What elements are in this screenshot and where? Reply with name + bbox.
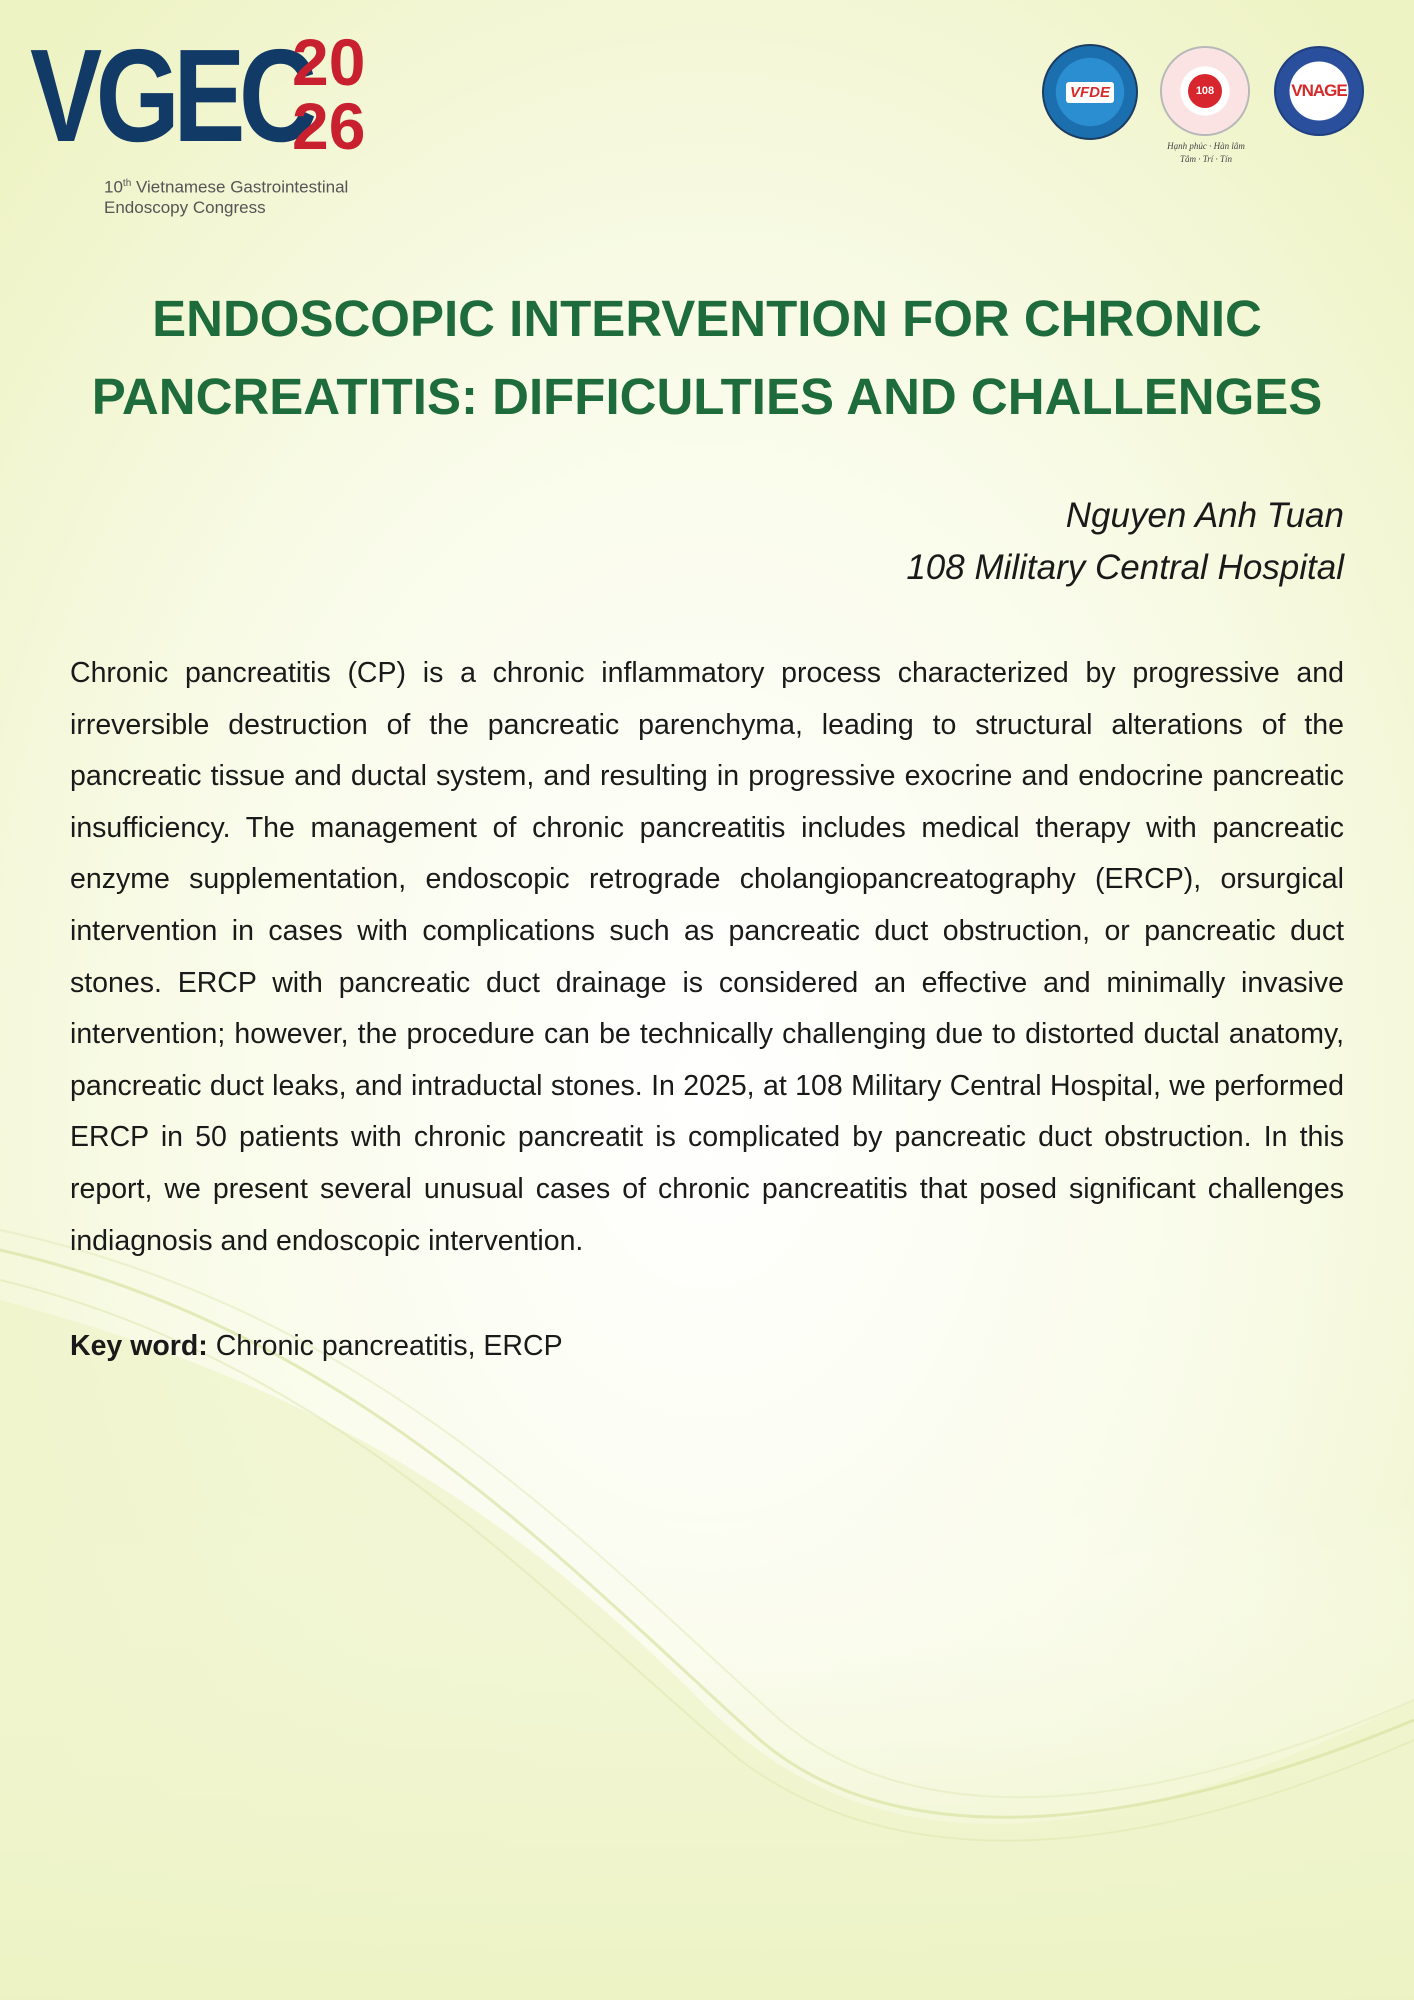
- logo-subtitle-line1: 10th Vietnamese Gastrointestinal: [104, 177, 349, 197]
- hospital-108-motto: Hạnh phúc · Hàn lâm Tâm · Trí · Tín: [1167, 141, 1245, 164]
- logo-year-bottom: 26: [292, 89, 366, 163]
- author-name: Nguyen Anh Tuan: [1065, 496, 1344, 535]
- logo-year: [292, 25, 422, 163]
- author-block: [444, 490, 1344, 594]
- abstract-title: [60, 280, 1354, 436]
- logo-mark: VGEC: [30, 22, 311, 169]
- title-line-2: PANCREATITIS: DIFFICULTIES AND CHALLENGES: [91, 368, 1323, 425]
- keywords-line: [70, 1320, 1344, 1372]
- vnage-seal-logo: [1274, 46, 1364, 136]
- vnage-seal-text: VNAGE: [1291, 81, 1347, 100]
- logo-year-top: 20: [292, 25, 366, 99]
- logo-subtitle-line2: Endoscopy Congress: [104, 197, 266, 217]
- keywords-label: Key word:: [70, 1330, 208, 1362]
- congress-logo: [30, 22, 410, 226]
- hospital-108-seal-logo: [1160, 46, 1250, 136]
- author-affiliation: 108 Military Central Hospital: [906, 548, 1344, 587]
- title-line-1: ENDOSCOPIC INTERVENTION FOR CHRONIC: [152, 290, 1262, 347]
- abstract-body: Chronic pancreatitis (CP) is a chronic inflammatory process characterized by progressive and irreversible destruction of the pancreatic parenchyma, leading to structural alterations of the pancreatic tissue and ductal system, and resulting in progressive exocrine and endocrine pancreatic insufficiency. The management of chronic pancreatitis includes medical therapy with pancreatic enzyme supplementation, endoscopic retrograde cholangiopancreatography (ERCP), orsurgical intervention in cases with complications such as pancreatic duct obstruction, or pancreatic duct stones. ERCP with pancreatic duct drainage is considered an effective and minimally invasive intervention; however, the procedure can be technically challenging due to distorted ductal anatomy, pancreatic duct leaks, and intraductal stones. In 2025, at 108 Military Central Hospital, we performed ERCP in 50 patients with chronic pancreatit is complicated by pancreatic duct obstruction. In this report, we present several unusual cases of chronic pancreatitis that posed significant challenges indiagnosis and endoscopic intervention.: [70, 657, 1344, 1257]
- keywords-value: Chronic pancreatitis, ERCP: [215, 1330, 563, 1362]
- vfde-seal-logo: [1042, 44, 1138, 140]
- hospital-108-seal-text: 108: [1188, 74, 1222, 108]
- vfde-seal-text: VFDE: [1066, 82, 1114, 103]
- logo-subtitle: [104, 174, 348, 218]
